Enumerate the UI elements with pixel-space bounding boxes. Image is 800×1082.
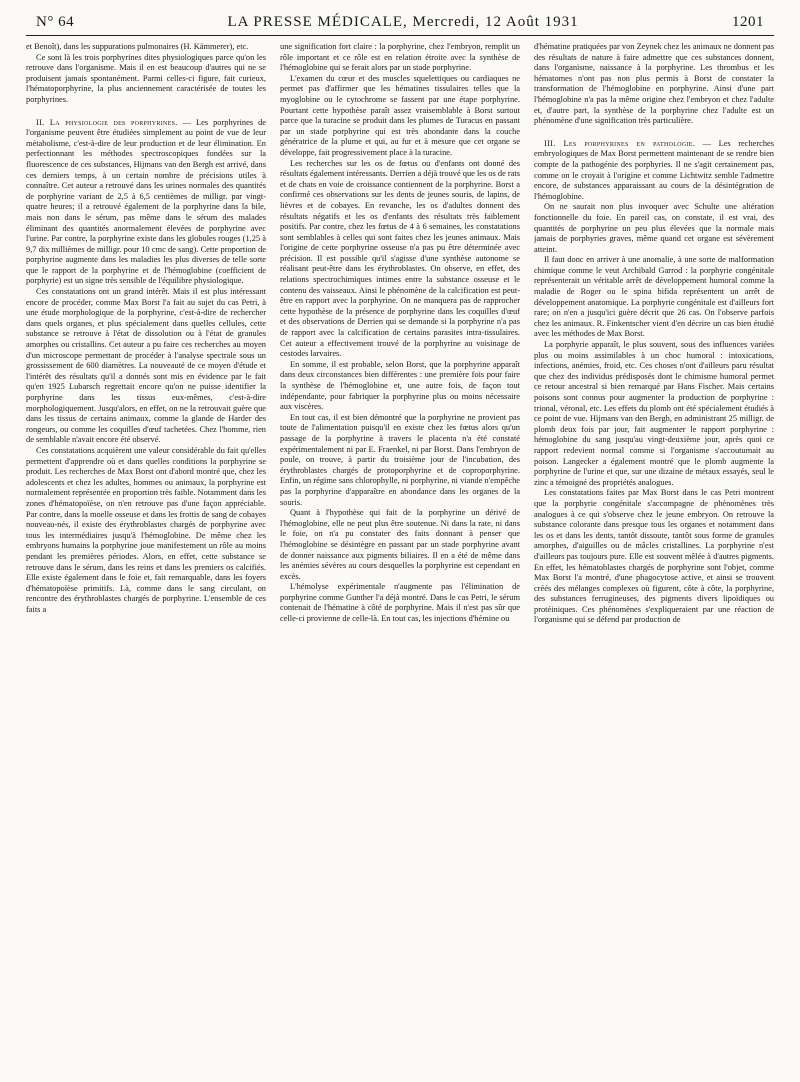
paragraph: et Benoît), dans les suppurations pulmonaires (H. Kämmerer), etc. — [26, 42, 249, 51]
page-number: 1201 — [732, 14, 764, 30]
journal-title: LA PRESSE MÉDICALE, Mercredi, 12 Août 1931 — [227, 14, 579, 30]
paragraph: une signification fort claire : la porphyrine, chez l'embryon, remplit un rôle important et ce rôle est en relation étroite avec la synthèse de l'hémoglobine qui se ferait alors par un stade porphyrine. — [280, 42, 520, 73]
section-heading: III. Les porphyrines en pathologie. — [544, 138, 696, 148]
header-rule — [26, 35, 774, 36]
paragraph: Ces constatations acquièrent une valeur considérable du fait qu'elles permettent d'apprendre où et dans quelles conditions la porphyrine se produit. Les recherches de Max Borst ont d'abord montré que, chez les adolescents et chez les adultes, hommes ou animaux, la porphyrine est normalement représentée en proportion très faible. Notamment dans les zones d'hématopoïèse, on n'en retrouve pas d'une façon appréciable. Par contre, dans la moelle osseuse et dans les frottis de sang de cobayes nouveau-nés, il existe des érythroblastes chargés de porphyrine avec tous les intermédiaires jusqu'à l'hémoglobine. De même chez les embryons humains la porphyrine joue manifestement un rôle au moins pendant les premières périodes. Alors, en effet, cette substance se retrouve dans le sérum, dans les reins et dans les premiers os calcifiés. Elle existe également dans le foie et, fait remarquable, dans les foyers d'hématopoïèse primitifs. Là, comme dans le sang circulant, on rencontre des érythroblastes chargés de porphyrine. L'ensemble de ces faits a — [26, 445, 266, 614]
column-1 — [26, 42, 266, 1072]
section-paragraph — [534, 139, 774, 203]
paragraph: Quant à l'hypothèse qui fait de la porphyrine un dérivé de l'hémoglobine, elle ne peut plus être soutenue. Ni dans la rate, ni dans le foie, on n'a pu constater des faits donnant à penser que l'hémoglobine se désintègre en passant par un stade porphyrine avant de donner naissance aux pigments biliaires. Il en a été de même dans les anémies sévères au cours desquelles la porphyrine est cependant en excès. — [280, 508, 520, 581]
section-text: — Les porphyrines de l'organisme peuvent être étudiées simplement au point de vue de leur métabolisme, c'est-à-dire de leur production et de leur élimination. En perfectionnant les méthodes spectroscopiques fondées sur la fluorescence de ces substances, Hijmans van den Bergh est arrivé, dans ces derniers temps, à un certain nombre de précisions utiles à connaître. Cet auteur a retrouvé dans les urines normales des quantités de porphyrine variant de 2,5 à 6,5 centièmes de milligr. par vingt-quatre heures; il a retrouvé également de la porphyrine dans la bile, mais non dans le sérum, pas même dans le sérum des malades éliminant des quantités anormalement élevées de porphyrine avec l'urine. Par contre, la porphyrine existe dans les globules rouges (1,25 à 9,7 dix millièmes de milligr. pour 10 cmc de sang). Cette proportion de porphyrine augmente dans les maladies les plus diverses de telle sorte que le rapport de la porphyrine et de l'hémoglobine (coefficient de porphyrie) est un signe très sensible de l'équilibre physiologique. — [26, 117, 266, 286]
article-columns — [26, 42, 774, 1082]
paragraph: Les recherches sur les os de fœtus ou d'enfants ont donné des résultats également intéressants. Derrien a déjà trouvé que les os de rats et de chats en voie de croissance contiennent de la porphyrine. Borst a confirmé ces observations sur les dents de jeunes souris, de lapins, de lièvres et de cobayes. En revanche, les os d'adultes donnent des résultats négatifs et les os d'enfants des résultats très faiblement positifs. Par contre, chez les fœtus de 4 à 6 semaines, les constatations sont semblables à celles qui sont faites chez les jeunes animaux. Mais l'origine de cette porphyrine osseuse n'a pas pu être déterminée avec précision. Il est possible qu'il s'agisse d'une synthèse autonome se réalisant peut-être dans les érythroblastes. On observe, en effet, des relations spectrochimiques intimes entre la substance osseuse et le contenu des vaisseaux. Ainsi le phénomène de la calcification est peut-être en rapport avec la porphyrine. On ne manquera pas de rapprocher cette hypothèse de la présence de porphyrine dans les coquilles d'œuf et des observations de Derrien qui se demande si la porphyrine n'a pas de rapport avec la calcification de certains parasites intra-tissulaires. Cet auteur a effectivement trouvé de la porphyrine au voisinage de cestodes larvaires. — [280, 158, 520, 359]
section-heading: II. La physiologie des porphyrines. — [36, 117, 178, 127]
paragraph: Les constatations faites par Max Borst dans le cas Petri montrent que la porphyrie congénitale s'accompagne de phénomènes très analogues à ce qui s'observe chez le jeune embryon. On retrouve la substance colorante dans presque tous les organes et notamment dans les os et dans les dents, tantôt dissoute, tantôt sous forme de granules amorphes, d'aiguilles ou de mâcles cristallines. La porphyrine n'est d'ailleurs pas toujours pure. Elle est souvent mêlée à d'autres pigments. En effet, les hématoblastes chargés de porphyrine sont l'objet, comme Max Borst l'a montré, d'une phagocytose active, et ainsi se trouvent créés des mélanges complexes où figurent, côte à côte, la porphyrine, des substances ferrugineuses, des pigments divers lipoïdiques ou protéiniques. Ces phénomènes s'expliqueraient par une réaction de l'organisme qui se défend par production de — [534, 488, 774, 625]
paragraph: En somme, il est probable, selon Borst, que la porphyrine apparaît dans deux circonstances bien différentes : une première fois pour faire la synthèse de l'hémoglobine et, une autre fois, de façon tout indépendante, pour fabriquer la porphyrine plus ou moins nécessaire aux viscères. — [280, 359, 520, 412]
paragraph: La porphyrie apparaît, le plus souvent, sous des influences variées plus ou moins assimilables à un choc humoral : intoxications, infections, anémies, froid, etc. Ces choses n'ont d'ailleurs paru résultat que chez des individus prédisposés dont le chimisme humoral permet ce retour ancestral si bien remarqué par Hans Fischer. Mais certains poisons sont connus pour augmenter la production de porphyrine : trional, véronal, etc. Les effets du plomb ont été spécialement étudiés à ce point de vue. Hijmans van den Bergh, en administrant 25 milligr. de plomb deux fois par jour, fait augmenter le rapport porphyrine : hémoglobine du sang jusqu'au vingt-deuxième jour, après quoi ce rapport redevient normal comme si l'organisme s'accoutumait au poison. Langecker a également montré que le plomb augmente la porphyrine de l'urine et que, sur une dizaine de métaux essayés, seul le zinc a témoigné des propriétés analogues. — [534, 340, 774, 487]
paragraph: Il faut donc en arriver à une anomalie, à une sorte de malformation chimique comme le veut Archibald Garrod : la porphyrie congénitale représenterait un véritable arrêt de développement humoral comme la maladie de Roger ou le spina bifida représentent un arrêt de développement anatomique. La porphyrie congénitale est d'ailleurs fort rare; on n'en a jusqu'ici guère décrit que 26 cas. On l'observe parfois chez les animaux. R. Finkentscher vient d'en décrire un cas bien étudié avec les méthodes de Max Borst. — [534, 255, 774, 339]
paragraph: Ce sont là les trois porphyrines dites physiologiques parce qu'on les retrouve dans l'organisme. Mais il en est beaucoup d'autres qui ne se produisent jamais spontanément. Parmi celles-ci figure, fait curieux, l'hématoporphyrine, la plus anciennement caractérisée de toutes les porphyrines. — [26, 52, 266, 104]
paragraph: L'examen du cœur et des muscles squelettiques ou cardiaques ne permet pas d'affirmer que les hématines tissulaires telles que la myoglobine ou le cytochrome se fassent par une étape porphyrine. Pourtant cette hypothèse paraît assez vraisemblable à Borst surtout parce que la turacine se produit dans les plumes de Turacus en passant par un stade porphyrine qui est très abondante dans la couche génératrice de la plume et qui, au fur et à mesure que cet organe se développe, fait progressivement place à la turacine. — [280, 73, 520, 157]
paragraph: On ne saurait non plus invoquer avec Schulte une altération fonctionnelle du foie. En pareil cas, on constate, il est vrai, des quantités de porphyrine un peu plus élevées que la normale mais jamais de porphyries graves, même quand cet organe est sévèrement atteint. — [534, 202, 774, 254]
paragraph: d'hématine pratiquées par von Zeynek chez les animaux ne donnent pas des résultats de nature à faire admettre que ces substances donnent, dans l'organisme, naissance à la porphyrine. Les thrombus et les hématomes n'ont pas non plus permis à Borst de constater la transformation de l'hémoglobine en porphyrine. Ainsi d'une part l'hémoglobine n'a pas la même origine chez l'embryon et chez l'adulte et, d'autre part, la synthèse de la porphyrine chez l'adulte est un phénomène d'une signification très particulière. — [534, 42, 774, 126]
section-text: — Les recherches embryologiques de Max Borst permettent maintenant de se rendre bien compte de la pathogénie des porphyries. Il ne s'agit certainement pas, comme on le croyait à l'origine et comme Lichtwitz semble l'admettre encore, de substances apparaissant au cours de la désintégration de l'hémoglobine. — [534, 138, 774, 201]
column-3 — [534, 42, 774, 1072]
paragraph: En tout cas, il est bien démontré que la porphyrine ne provient pas toute de l'alimentation puisqu'il en existe chez les fœtus alors qu'un passage de la porphyrine à travers le placenta n'a été constaté expérimentalement ni par E. Fraenkel, ni par Borst. Dans l'embryon de poule, on trouve, à partir du troisième jour de l'incubation, des érythroblastes chargés de protoporphyrine et de coproporphyrine. Enfin, un régime sans chlorophylle, ni porphyrine, ni viande n'empêche pas la porphyrine d'apparaître en abondance dans les organes de la souris. — [280, 412, 520, 507]
page-header — [26, 14, 774, 35]
paragraph: Ces constatations ont un grand intérêt. Mais il est plus intéressant encore de procéder, comme Max Borst l'a fait au sujet du cas Petri, à une étude morphologique de la porphyrine, c'est-à-dire de rechercher dans quels organes, et plus spécialement dans quelles cellules, cette substance se retrouve à l'état de dissolution ou à l'état de granules amorphes ou cristallins. Cet auteur a pu faire ces recherches au moyen d'un microscope permettant de procéder à l'analyse spectrale sous un grossissement de 600 diamètres. La nouveauté de ce moyen d'étude et l'intérêt des résultats qu'il a donnés sont mis en évidence par le fait qu'en 1925 Lubarsch regrettait encore qu'on ne puisse identifier la porphyrine dans les tissus eux-mêmes, c'est-à-dire morphologiquement. Jusqu'alors, en effet, on ne la retrouvait guère que dans les tissus de certains animaux, comme la glande de Harder des rongeurs, ou comme les coquilles d'œuf tachetées. Chez l'homme, rien de semblable n'avait encore été observé. — [26, 287, 266, 445]
column-2 — [280, 42, 520, 1072]
issue-number: N° 64 — [36, 14, 75, 30]
section-paragraph — [26, 118, 266, 288]
paragraph: L'hémolyse expérimentale n'augmente pas l'élimination de porphyrine comme Gunther l'a déjà montré. Dans le cas Petri, le sérum contenait de l'hématine à côté de porphyrine. Mais il n'est pas sûr que celle-ci provienne de celle-là. En tout cas, les injections d'hémine ou — [280, 582, 520, 624]
